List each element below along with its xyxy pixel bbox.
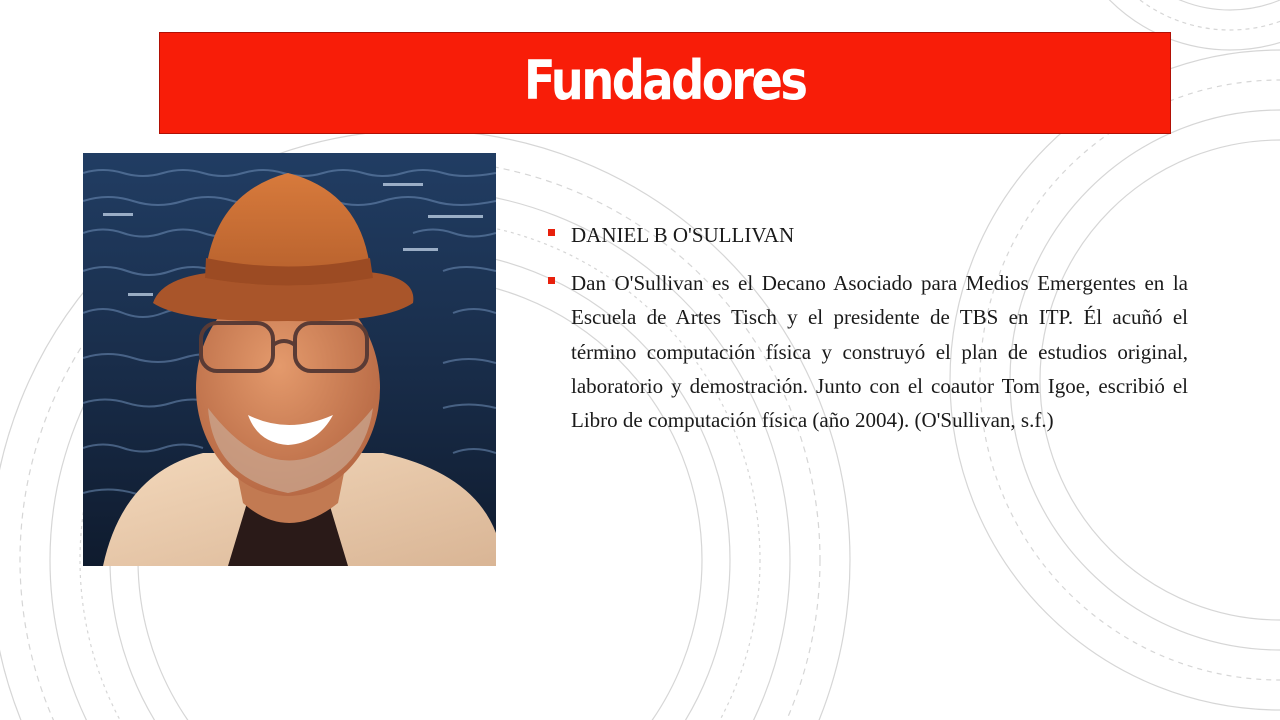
bullet-founder-name (548, 218, 1188, 252)
bullet-square-icon (548, 229, 555, 236)
founder-bio: Dan O'Sullivan es el Decano Asociado para Medios Emergentes en la Escuela de Artes Tisch y el presidente de TBS en ITP. Él acuñó el término computación física y construyó el plan de estudios original, laboratorio y demostración. Junto con el coautor Tom Igoe, escribió el Libro de computación física (año 2004). (O'Sullivan, s.f.) (571, 271, 1188, 433)
bullet-founder-bio (548, 266, 1188, 437)
slide-title: Fundadores (524, 48, 806, 112)
portrait-photo (83, 153, 496, 566)
founder-name: DANIEL B O'SULLIVAN (571, 223, 795, 247)
title-banner (159, 32, 1171, 134)
bullet-square-icon (548, 277, 555, 284)
bullet-list (548, 218, 1188, 437)
